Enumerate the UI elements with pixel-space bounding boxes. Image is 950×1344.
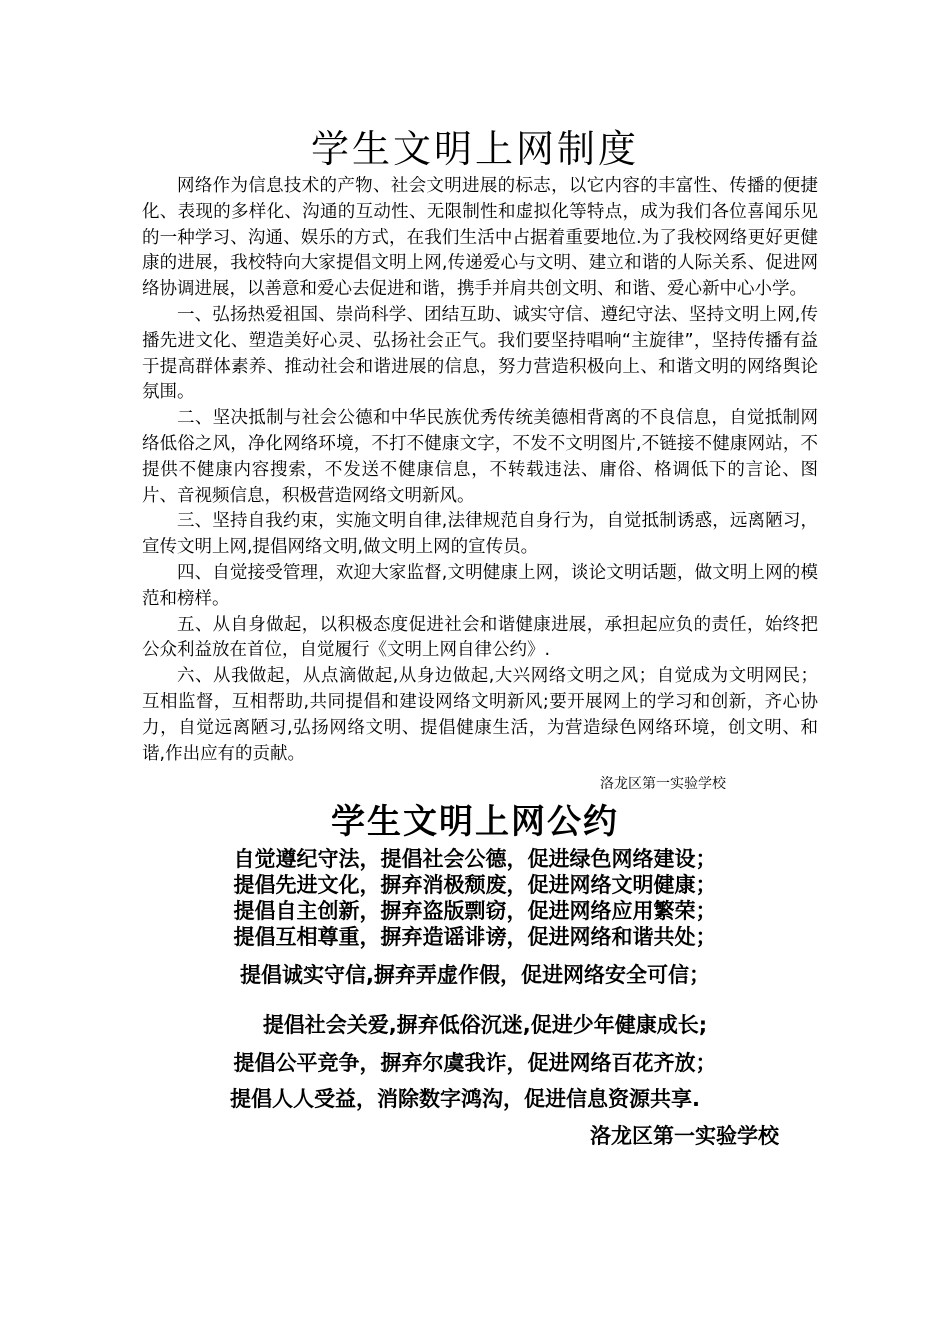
regulation-item-1: 一、弘扬热爱祖国、崇尚科学、团结互助、诚实守信、遵纪守法、坚持文明上网,传播先进文化、塑造美好心灵、弘扬社会正气。我们要坚持唱响“主旋律”，坚持传播有益于提高群体素养、推动社会和谐进展的信息，努力营造积极向上、和谐文明的网络舆论氛围。 [142, 304, 818, 403]
regulation-item-2: 二、坚决抵制与社会公德和中华民族优秀传统美德相背离的不良信息，自觉抵制网络低俗之风，净化网络环境，不打不健康文字，不发不文明图片,不链接不健康网站，不提供不健康内容搜索，不发送不健康信息，不转载违法、庸俗、格调低下的言论、图片、音视频信息，积极营造网络文明新风。 [142, 408, 818, 506]
convention-line-2: 提倡先进文化，摒弃消极颓废，促进网络文明健康； [233, 873, 717, 897]
regulation-item-4: 四、自觉接受管理，欢迎大家监督,文明健康上网，谈论文明话题，做文明上网的模范和榜样。 [142, 562, 818, 609]
convention-title: 学生文明上网公约 [331, 802, 619, 842]
convention-line-5: 提倡诚实守信,摒弃弄虚作假，促进网络安全可信； [240, 963, 710, 987]
convention-line-7: 提倡公平竞争，摒弃尔虞我诈，促进网络百花齐放； [233, 1051, 717, 1075]
convention-signature: 洛龙区第一实验学校 [590, 1124, 779, 1148]
regulation-item-3: 三、坚持自我约束，实施文明自律,法律规范自身行为，自觉抵制诱惑，远离陋习，宣传文明上网,提倡网络文明,做文明上网的宣传员。 [142, 511, 818, 558]
regulation-item-5: 五、从自身做起，以积极态度促进社会和谐健康进展，承担起应负的责任，始终把公众利益放在首位，自觉履行《文明上网自律公约》. [142, 614, 818, 661]
convention-line-1: 自觉遵纪守法，提倡社会公德，促进绿色网络建设； [233, 847, 717, 871]
regulation-title: 学生文明上网制度 [310, 127, 639, 171]
regulation-body [142, 174, 818, 767]
convention-line-3: 提倡自主创新，摒弃盗版剽窃，促进网络应用繁荣； [233, 899, 717, 923]
regulation-intro-paragraph: 网络作为信息技术的产物、社会文明进展的标志，以它内容的丰富性、传播的便捷化、表现的多样化、沟通的互动性、无限制性和虚拟化等特点，成为我们各位喜闻乐见的一种学习、沟通、娱乐的方式，在我们生活中占据着重要地位.为了我校网络更好更健康的进展，我校特向大家提倡文明上网,传递爱心与文明、建立和谐的人际关系、促进网络协调进展，以善意和爱心去促进和谐，携手并肩共创文明、和谐、爱心新中心小学。 [142, 176, 818, 300]
convention-line-8: 提倡人人受益，消除数字鸿沟，促进信息资源共享. [230, 1087, 700, 1111]
convention-line-6: 提倡社会关爱,摒弃低俗沉迷,促进少年健康成长; [262, 1013, 708, 1037]
regulation-signature: 洛龙区第一实验学校 [600, 776, 726, 792]
regulation-item-6: 六、从我做起，从点滴做起,从身边做起,大兴网络文明之风；自觉成为文明网民；互相监督，互相帮助,共同提倡和建设网络文明新风;要开展网上的学习和创新，齐心协力，自觉远离陋习,弘扬网络文明、提倡健康生活，为营造绿色网络环境，创文明、和谐,作出应有的贡献。 [142, 666, 818, 764]
convention-line-4: 提倡互相尊重，摒弃造谣诽谤，促进网络和谐共处； [233, 925, 717, 949]
